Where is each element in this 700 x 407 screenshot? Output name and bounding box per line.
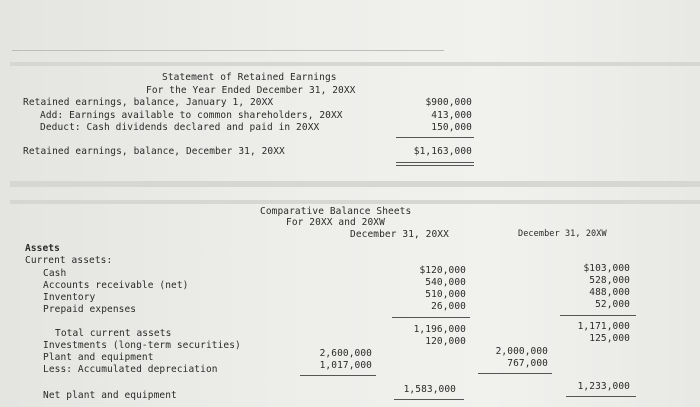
asset-value-20xx: 26,000 xyxy=(431,301,466,312)
retained-row-label: Retained earnings, balance, January 1, 20XX xyxy=(23,97,274,108)
asset-label: Prepaid expenses xyxy=(43,304,137,315)
double-rule xyxy=(396,162,474,163)
asset-label: Inventory xyxy=(43,292,96,303)
retained-row-label: Add: Earnings available to common shareholders, 20XX xyxy=(40,110,343,121)
double-rule xyxy=(396,165,474,166)
top-rule xyxy=(12,50,444,51)
balance-title: Comparative Balance Sheets xyxy=(260,206,412,217)
retained-ending-label: Retained earnings, balance, December 31, 20XX xyxy=(23,146,285,157)
retained-ending-value: $1,163,000 xyxy=(413,146,472,157)
asset-label: Accounts receivable (net) xyxy=(43,280,189,291)
section-band xyxy=(10,181,700,187)
investments-20xx: 120,000 xyxy=(425,336,466,347)
current-assets-label: Current assets: xyxy=(25,255,113,266)
retained-row-label: Deduct: Cash dividends declared and paid in 20XX xyxy=(40,122,320,133)
asset-label: Cash xyxy=(43,268,67,279)
retained-period: For the Year Ended December 31, 20XX xyxy=(146,85,356,96)
retained-title: Statement of Retained Earnings xyxy=(162,72,337,83)
subtotal-rule xyxy=(560,315,636,316)
subtotal-rule xyxy=(392,317,470,318)
asset-value-20xx: $120,000 xyxy=(419,265,466,276)
depreciation-20xw: 767,000 xyxy=(507,358,548,369)
net-plant-20xx: 1,583,000 xyxy=(403,384,456,395)
asset-value-20xw: 528,000 xyxy=(589,275,630,286)
subtotal-rule xyxy=(300,375,376,376)
balance-subtitle: For 20XX and 20XW xyxy=(286,217,385,228)
column-header-20xx: December 31, 20XX xyxy=(350,229,449,240)
plant-20xw: 2,000,000 xyxy=(495,346,548,357)
investments-20xw: 125,000 xyxy=(589,333,630,344)
asset-value-20xx: 540,000 xyxy=(425,277,466,288)
subtotal-rule xyxy=(396,137,474,138)
section-band xyxy=(10,200,700,204)
total-current-label: Total current assets xyxy=(55,328,172,339)
retained-row-value: 413,000 xyxy=(431,110,472,121)
net-plant-label: Net plant and equipment xyxy=(43,390,177,401)
subtotal-rule xyxy=(394,399,464,400)
net-plant-20xw: 1,233,000 xyxy=(577,381,630,392)
depreciation-20xx: 1,017,000 xyxy=(319,360,372,371)
subtotal-rule xyxy=(478,373,552,374)
column-header-20xw: December 31, 20XW xyxy=(518,229,607,239)
subtotal-rule xyxy=(566,396,636,397)
plant-20xx: 2,600,000 xyxy=(319,348,372,359)
retained-row-value: $900,000 xyxy=(425,97,472,108)
plant-label: Plant and equipment xyxy=(43,352,154,363)
asset-value-20xx: 510,000 xyxy=(425,289,466,300)
asset-value-20xw: 488,000 xyxy=(589,287,630,298)
depreciation-label: Less: Accumulated depreciation xyxy=(43,364,218,375)
asset-value-20xw: $103,000 xyxy=(583,263,630,274)
total-current-20xw: 1,171,000 xyxy=(577,321,630,332)
total-current-20xx: 1,196,000 xyxy=(413,324,466,335)
investments-label: Investments (long-term securities) xyxy=(43,340,241,351)
retained-row-value: 150,000 xyxy=(431,122,472,133)
assets-heading: Assets xyxy=(25,243,60,254)
asset-value-20xw: 52,000 xyxy=(595,299,630,310)
section-band xyxy=(10,62,700,66)
